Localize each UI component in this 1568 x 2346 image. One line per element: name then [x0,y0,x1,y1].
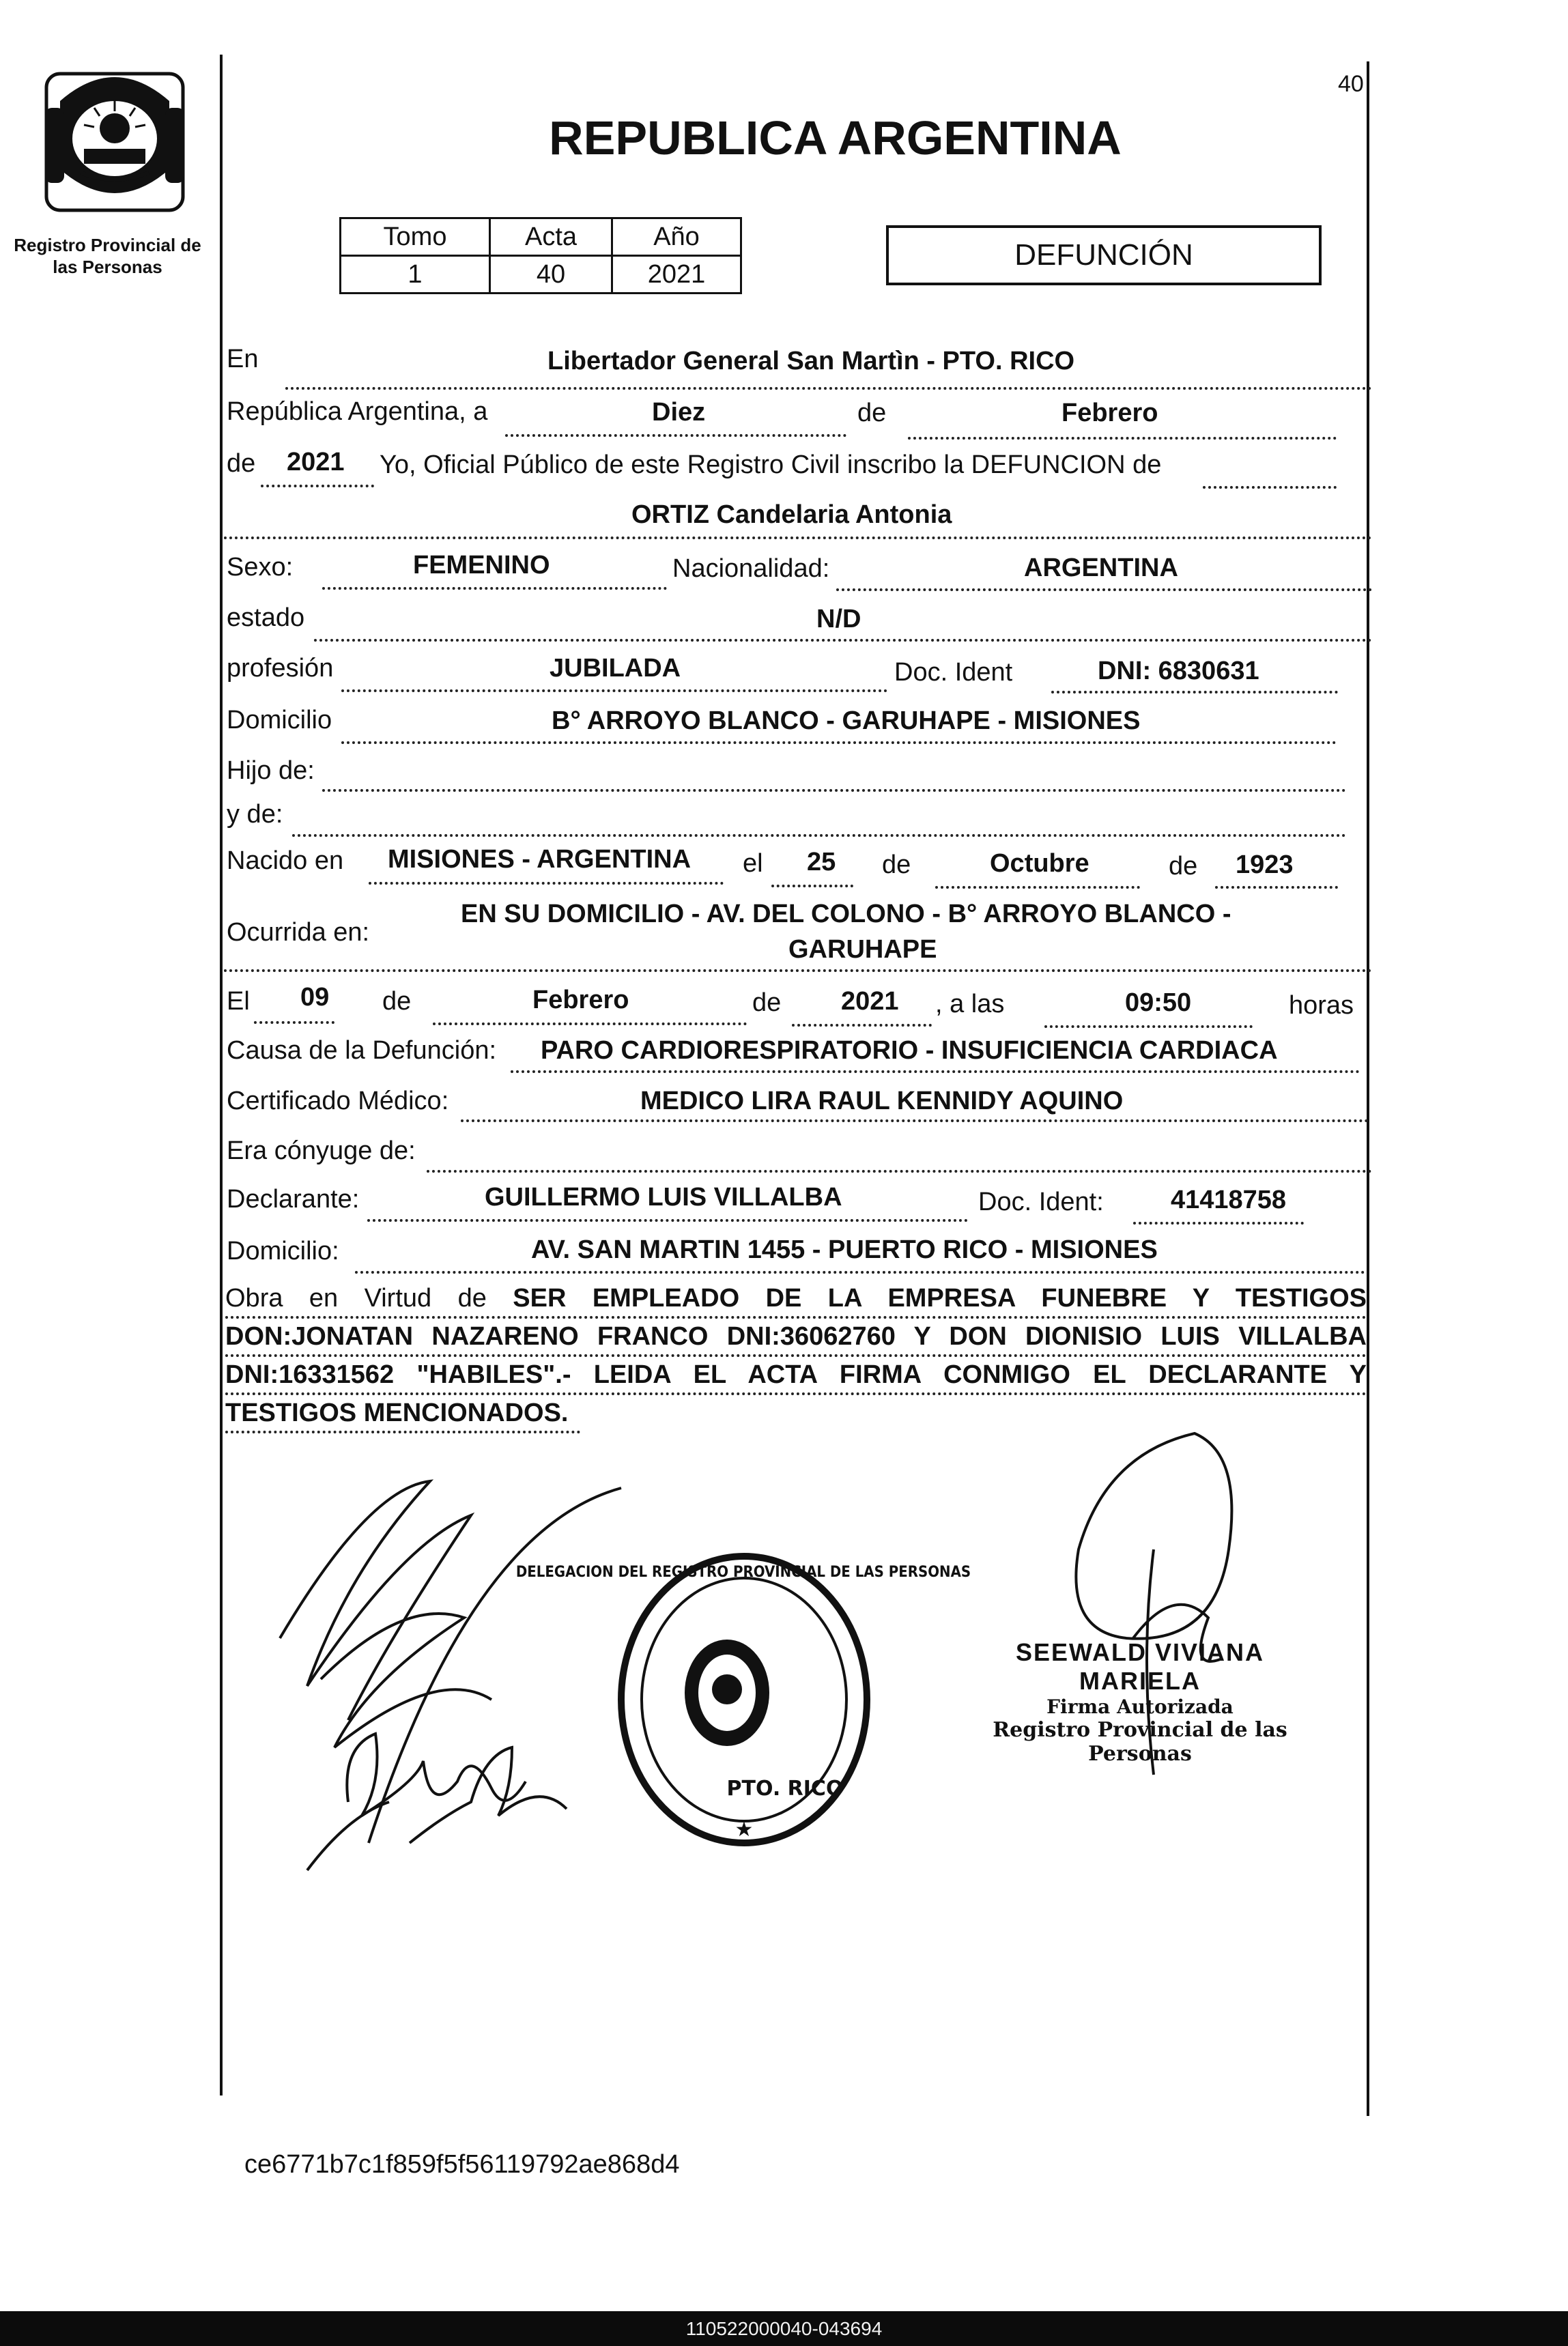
value-profesion: JUBILADA [550,654,681,683]
title-wrap [0,111,1568,165]
value-hora: 09:50 [1125,988,1192,1017]
value-nac-mes: Octubre [990,849,1089,878]
dotted-line [505,434,846,437]
obra-line-1 [225,1281,1367,1319]
dotted-line [254,1021,334,1024]
dotted-line [322,587,667,590]
label-nac-de1: de [882,850,911,879]
dotted-line [341,741,1337,744]
table-row [341,256,741,294]
dotted-line [1203,486,1337,489]
label-causa: Causa de la Defunción: [227,1036,497,1065]
firma-registro: Registro Provincial de las Personas [993,1718,1287,1766]
value-nac-anio: 1923 [1236,850,1294,879]
value-obra-2: DON:JONATAN NAZARENO FRANCO DNI:36062760 Y DON DIONISIO LUIS VILLALBA [225,1319,1367,1357]
dotted-line [908,437,1337,440]
label-ocurrida-en: Ocurrida en: [227,918,370,947]
dotted-line [314,639,1372,642]
dotted-line [836,588,1372,591]
dotted-line [341,689,887,692]
label-a-las: , a las [935,990,1005,1018]
value-estado: N/D [816,605,861,633]
label-horas: horas [1289,991,1354,1020]
header-tomo: Tomo [341,218,490,256]
value-decl-dni: 41418758 [1171,1186,1287,1214]
value-nacionalidad: ARGENTINA [1024,554,1178,582]
label-def-de1: de [382,987,412,1016]
value-mes: Febrero [1061,399,1158,427]
dotted-line [1215,886,1338,889]
header-acta: Acta [490,218,612,256]
document-type-box: DEFUNCIÓN [886,225,1322,285]
dotted-line [285,387,1372,390]
value-def-anio: 2021 [841,987,899,1016]
value-decl-domicilio: AV. SAN MARTIN 1455 - PUERTO RICO - MISIONES [531,1235,1158,1264]
value-obra-1: SER EMPLEADO DE LA EMPRESA FUNEBRE Y TESTIGOS [513,1284,1367,1313]
value-anio: 2021 [287,448,345,476]
value-sexo: FEMENINO [413,551,550,580]
dotted-line [433,1022,747,1025]
declarante-signature [266,1461,621,1857]
page-number: 40 [1338,71,1364,97]
label-de2: de [227,449,256,478]
label-def-de2: de [752,988,782,1017]
dotted-line [427,1170,1372,1173]
svg-text:★: ★ [735,1818,754,1842]
label-el2: El [227,987,250,1016]
dotted-line [322,789,1346,792]
label-profesion: profesión [227,654,334,683]
stamp-outer-text: DELEGACION DEL REGISTRO PROVINCIAL DE LAS PERSONAS [515,1563,971,1581]
label-hijo-de: Hijo de: [227,756,315,785]
stamp-inner-text: PTO. RICO [726,1777,844,1801]
dotted-line [511,1070,1360,1073]
value-causa: PARO CARDIORESPIRATORIO - INSUFICIENCIA CARDIACA [541,1036,1278,1065]
left-border [220,55,223,2095]
label-republica: República Argentina, a [227,397,488,426]
value-nac-dia: 25 [807,848,836,876]
value-ocurrida-2: GARUHAPE [788,935,937,964]
label-estado: estado [227,603,305,632]
dotted-line [935,886,1140,889]
tomo-acta-anio-table [339,217,742,294]
label-declarante: Declarante: [227,1185,360,1214]
label-decl-doc: Doc. Ident: [978,1188,1104,1216]
value-lugar: Libertador General San Martìn - PTO. RICO [547,347,1075,375]
firma-nombre: SEEWALD VIVIANA MARIELA [1015,1638,1265,1695]
label-doc-ident: Doc. Ident [894,658,1013,687]
value-nombre: ORTIZ Candelaria Antonia [631,500,952,529]
label-sexo: Sexo: [227,553,294,582]
delegacion-stamp [515,1549,971,1850]
value-obra-3: DNI:16331562 "HABILES".- LEIDA EL ACTA FIRMA CONMIGO EL DECLARANTE Y [225,1357,1367,1395]
label-en: En [227,345,259,373]
dotted-line [355,1271,1365,1274]
dotted-line [369,882,724,885]
label-domicilio: Domicilio [227,706,332,734]
dotted-line [461,1119,1369,1122]
value-anio: 2021 [612,256,741,294]
dotted-line [1044,1025,1253,1028]
obra-en-virtud-paragraph [225,1281,1367,1433]
dotted-line [261,485,374,487]
value-obra-4: TESTIGOS MENCIONADOS. [225,1395,580,1433]
label-el: el [743,849,763,878]
value-def-mes: Febrero [532,986,629,1014]
value-def-dia: 09 [300,983,330,1012]
label-certificado: Certificado Médico: [227,1087,449,1115]
dotted-line [367,1219,968,1222]
value-certificado: MEDICO LIRA RAUL KENNIDY AQUINO [640,1087,1124,1115]
value-dni: DNI: 6830631 [1098,657,1259,685]
label-nacionalidad: Nacionalidad: [672,554,830,583]
dotted-line [1051,691,1338,693]
dotted-line [1133,1222,1304,1225]
right-border [1367,61,1369,2116]
value-acta: 40 [490,256,612,294]
label-decl-domicilio: Domicilio: [227,1237,339,1265]
firma-autorizada-block [956,1638,1324,1766]
value-declarante: GUILLERMO LUIS VILLALBA [485,1183,842,1212]
label-nacido-en: Nacido en [227,846,344,875]
label-yo-oficial: Yo, Oficial Público de este Registro Civil inscribo la DEFUNCION de [380,450,1162,479]
header-anio: Año [612,218,741,256]
value-tomo: 1 [341,256,490,294]
dotted-line [292,834,1346,837]
value-dia: Diez [652,398,706,427]
firma-cargo: Firma Autorizada [1046,1696,1234,1718]
dotted-line [224,537,1372,539]
table-header-row [341,218,741,256]
value-nacido-en: MISIONES - ARGENTINA [388,845,692,874]
footer-code-bar: 110522000040-043694 [0,2311,1568,2346]
page-title: REPUBLICA ARGENTINA [549,111,1122,164]
label-obra: Obra en Virtud de [225,1284,487,1313]
dotted-line [771,885,853,887]
label-nac-de2: de [1169,852,1198,881]
label-de: de [857,399,887,427]
value-ocurrida-1: EN SU DOMICILIO - AV. DEL COLONO - B° ARROYO BLANCO - [461,900,1231,928]
document-hash: ce6771b7c1f859f5f56119792ae868d4 [244,2150,680,2179]
value-domicilio: B° ARROYO BLANCO - GARUHAPE - MISIONES [552,706,1141,735]
label-conyuge: Era cónyuge de: [227,1136,416,1165]
dotted-line [792,1024,932,1027]
label-y-de: y de: [227,800,283,829]
registro-provincial-label: Registro Provincial de las Personas [14,235,201,277]
dotted-line [224,969,1372,972]
